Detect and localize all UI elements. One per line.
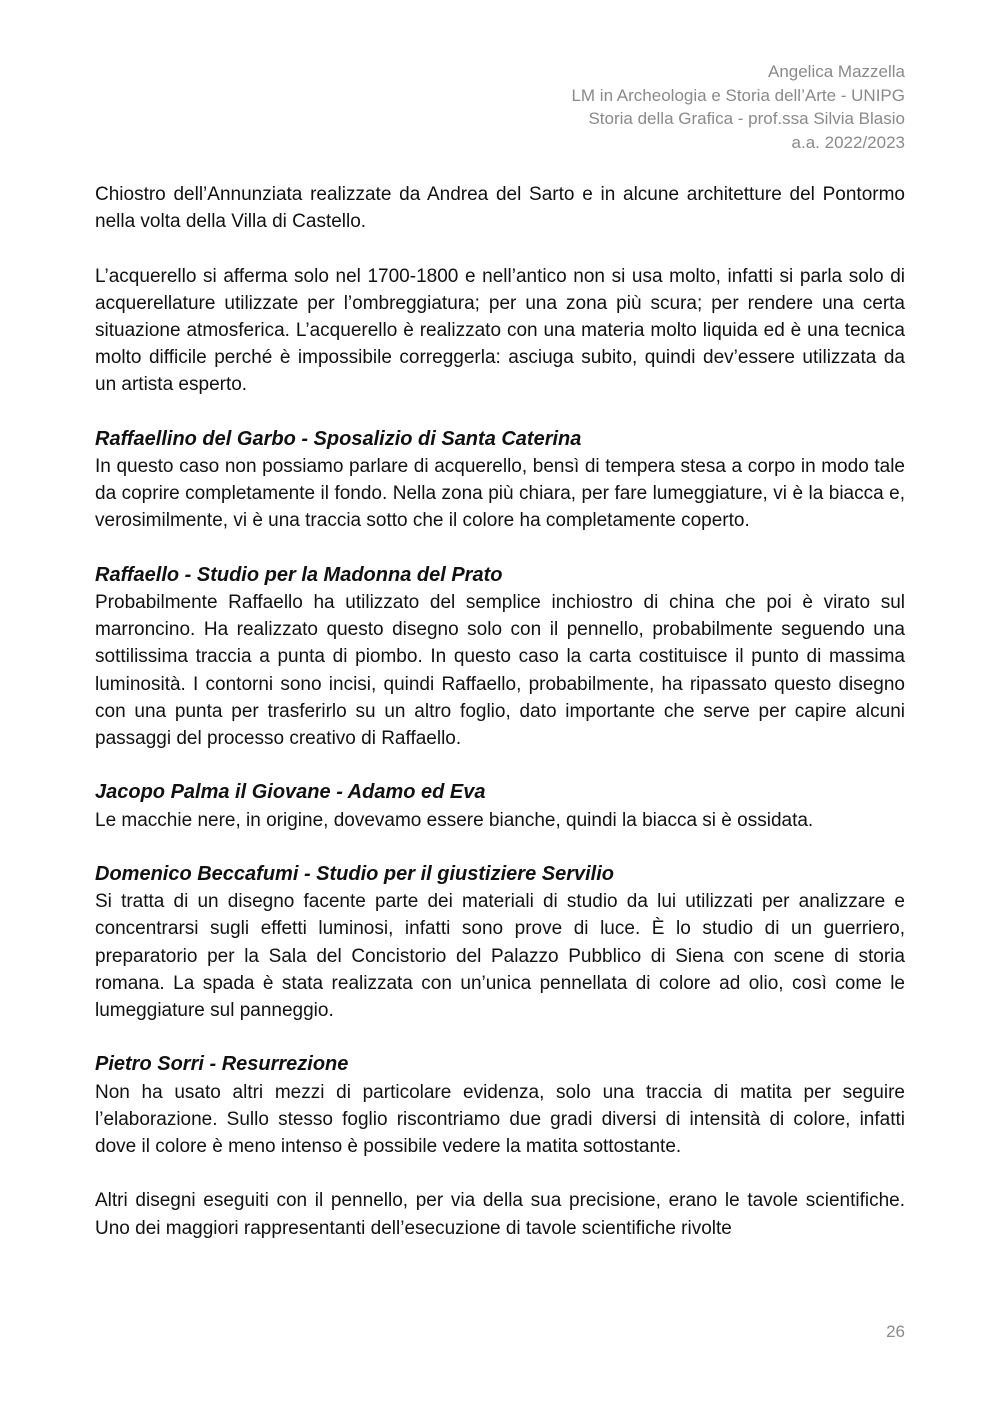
paragraph-intro: Chiostro dell’Annunziata realizzate da Andrea del Sarto e in alcune architetture del Pontormo nella volta della Villa di Castello. bbox=[95, 184, 905, 233]
section-text-garbo: In questo caso non possiamo parlare di acquerello, bensì di tempera stesa a corpo in modo tale da coprire completamente il fondo. Nella zona più chiara, per fare lumeggiature, vi è la biacca e, verosimilmente, vi è una traccia sotto che il colore ha completamente coperto. bbox=[95, 456, 905, 532]
section-text-sorri: Non ha usato altri mezzi di particolare evidenza, solo una traccia di matita per seguire l’elaborazione. Sullo stesso foglio riscontriamo due gradi diversi di intensità di colore, infatti dove il colore è meno intenso è possibile vedere la matita sottostante. bbox=[95, 1081, 905, 1158]
section-text-raffaello: Probabilmente Raffaello ha utilizzato del semplice inchiostro di china che poi è virato sul marroncino. Ha realizzato questo disegno solo con il pennello, probabilmente seguendo una sottilissima traccia a punta di piombo. In questo caso la carta costituisce il punto di massima luminosità. I contorni sono incisi, quindi Raffaello, probabilmente, ha ripassato questo disegno con una punta per trasferirlo su un altro foglio, dato importante che serve per capire alcuni passaggi del processo creativo di Raffaello. bbox=[95, 592, 905, 750]
section-text-beccafumi: Si tratta di un disegno facente parte dei materiali di studio da lui utilizzati per analizzare e concentrarsi sugli effetti luminosi, infatti sono prove di luce. È lo studio di un guerriero, preparatorio per la Sala del Concistorio del Palazzo Pubblico di Siena con scene di storia romana. La spada è stata realizzata con un’unica pennellata di colore ad olio, così come le lumeggiature sul panneggio. bbox=[95, 891, 905, 1022]
section-title-garbo: Raffaellino del Garbo - Sposalizio di Santa Caterina bbox=[95, 427, 582, 450]
section-title-palma: Jacopo Palma il Giovane - Adamo ed Eva bbox=[95, 781, 486, 804]
paragraph-tavole-scientifiche: Altri disegni eseguiti con il pennello, per via della sua precisione, erano le tavole scientifiche. Uno dei maggiori rappresentanti dell’esecuzione di tavole scientifiche rivolte bbox=[95, 1190, 905, 1239]
section-text-palma: Le macchie nere, in origine, dovevamo essere bianche, quindi la biacca si è ossidata. bbox=[95, 809, 814, 831]
section-title-raffaello: Raffaello - Studio per la Madonna del Prato bbox=[95, 563, 503, 586]
section-title-beccafumi: Domenico Beccafumi - Studio per il giustiziere Servilio bbox=[95, 863, 615, 885]
page-number: 26 bbox=[886, 1322, 905, 1341]
paragraph-acquerello: L’acquerello si afferma solo nel 1700-1800 e nell’antico non si usa molto, infatti si parla solo di acquerellature utilizzate per l’ombreggiatura; per una zona più scura; per rendere una certa situazione atmosferica. L’acquerello è realizzato con una materia molto liquida ed è una tecnica molto difficile perché è impossibile correggerla: asciuga subito, quindi dev’essere utilizzata da un artista esperto. bbox=[95, 265, 905, 396]
page-header bbox=[571, 60, 905, 154]
document-body bbox=[95, 181, 905, 1242]
header-year: a.a. 2022/2023 bbox=[791, 132, 905, 152]
header-author: Angelica Mazzella bbox=[767, 62, 905, 81]
header-course: LM in Archeologia e Storia dell’Arte - UNIPG bbox=[571, 85, 905, 105]
section-title-sorri: Pietro Sorri - Resurrezione bbox=[95, 1053, 349, 1076]
header-subject: Storia della Grafica - prof.ssa Silvia Blasio bbox=[588, 109, 905, 128]
